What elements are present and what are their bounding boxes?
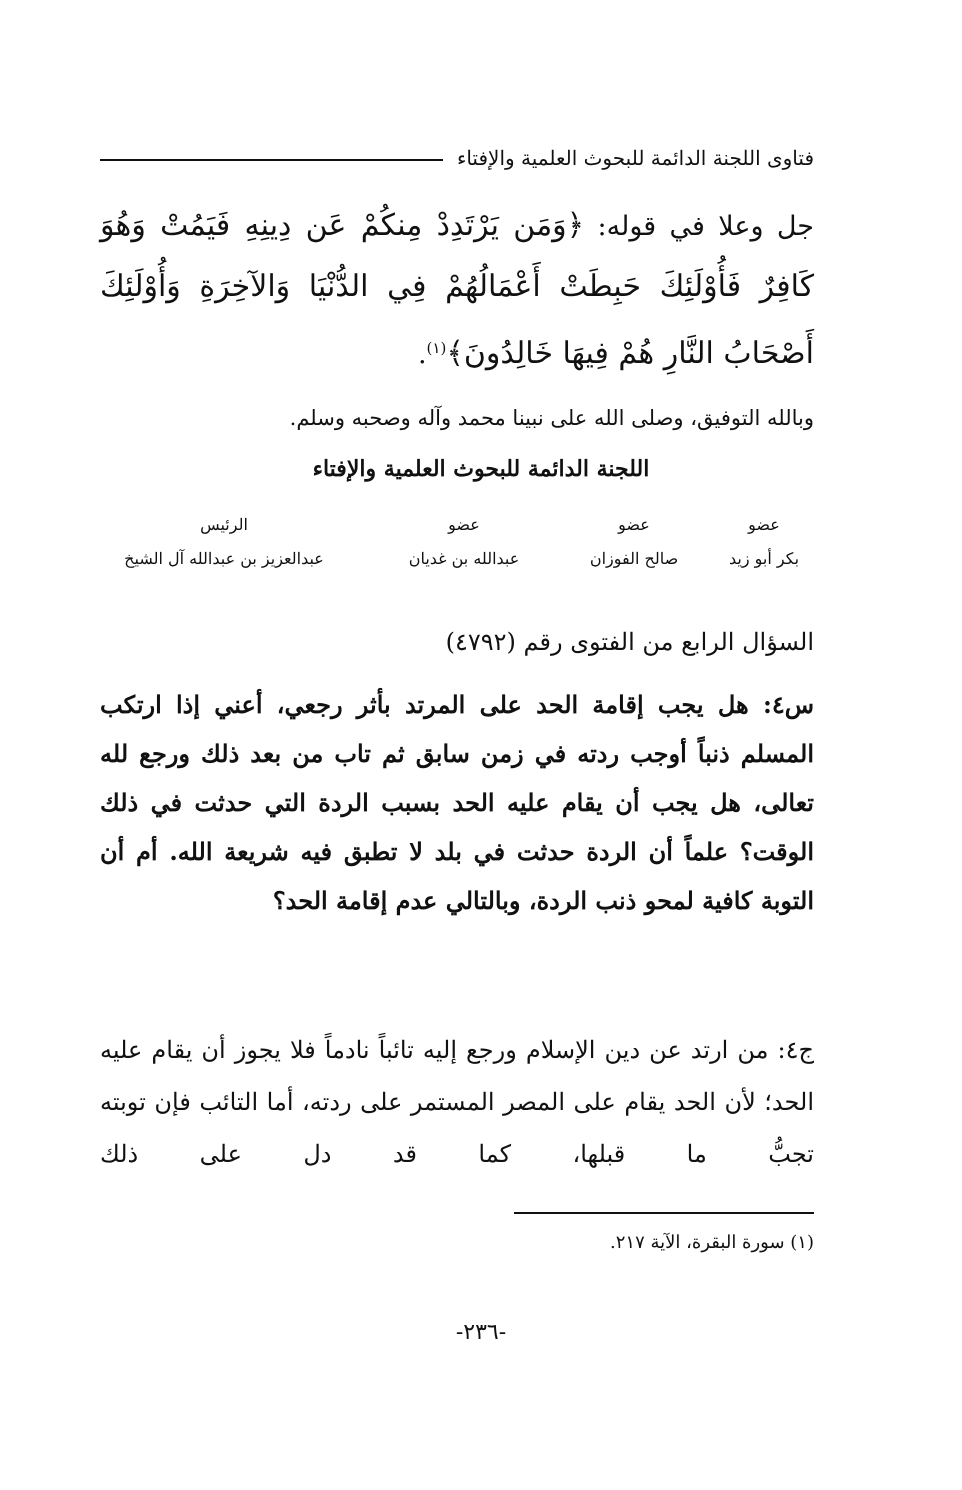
running-header — [100, 138, 814, 178]
committee-title: اللجنة الدائمة للبحوث العلمية والإفتاء — [312, 456, 650, 482]
signatory — [94, 508, 354, 576]
quran-verse: ﴿وَمَن يَرْتَدِدْ مِنكُمْ عَن دِينِهِ فَيَمُتْ وَهُوَ كَافِرٌ فَأُوْلَئِكَ حَبِطَتْ أَعْمَالُهُمْ فِي الدُّنْيَا وَالآخِرَةِ وَأُوْلَئِكَ أَصْحَابُ النَّارِ هُمْ فِيهَا خَالِدُونَ﴾ — [100, 208, 814, 371]
signatures-block — [100, 508, 814, 588]
footnote-reference[interactable]: (١) — [426, 339, 447, 357]
signatory-name: صالح الفوزان — [589, 549, 679, 568]
header-rule — [100, 159, 443, 161]
signatory — [574, 508, 694, 576]
question-heading: السؤال الرابع من الفتوى رقم (٤٧٩٢) — [445, 628, 814, 656]
signatory — [384, 508, 544, 576]
signatory-role: عضو — [748, 515, 780, 534]
quran-passage — [100, 196, 814, 385]
quran-intro: جل وعلا في قوله: — [584, 211, 814, 242]
signatory — [714, 508, 814, 576]
header-title: فتاوى اللجنة الدائمة للبحوث العلمية والإفتاء — [456, 146, 814, 170]
closing-formula: وبالله التوفيق، وصلى الله على نبينا محمد وآله وصحبه وسلم. — [289, 406, 814, 430]
signatory-role: عضو — [448, 515, 480, 534]
footnote: (١) سورة البقرة، الآية ٢١٧. — [610, 1232, 814, 1253]
signatory-role: عضو — [618, 515, 650, 534]
footnote-separator — [514, 1212, 814, 1214]
page-number: -٢٣٦- — [455, 1320, 507, 1345]
signatory-name: عبدالله بن غديان — [408, 549, 520, 568]
question-text: س٤: هل يجب إقامة الحد على المرتد بأثر رجعي، أعني إذا ارتكب المسلم ذنباً أوجب ردته في زمن سابق ثم تاب من بعد ذلك ورجع لله تعالى، هل يجب أن يقام عليه الحد بسبب الردة التي حدثت في ذلك الوقت؟ علماً أن الردة حدثت في بلد لا تطبق فيه شريعة الله. أم أن التوبة كافية لمحو ذنب الردة، وبالتالي عدم إقامة الحد؟ — [100, 690, 814, 915]
answer-text: ج٤: من ارتد عن دين الإسلام ورجع إليه تائباً نادماً فلا يجوز أن يقام عليه الحد؛ لأن الحد يقام على المصر المستمر على ردته، أما التائب فإن توبته تجبُّ ما قبلها، كما قد دل على ذلك — [100, 1036, 814, 1168]
signatory-name: بكر أبو زيد — [728, 549, 800, 568]
signatory-role: الرئيس — [200, 515, 248, 534]
quran-end: . — [417, 339, 427, 370]
signatory-name: عبدالعزيز بن عبدالله آل الشيخ — [124, 549, 324, 568]
